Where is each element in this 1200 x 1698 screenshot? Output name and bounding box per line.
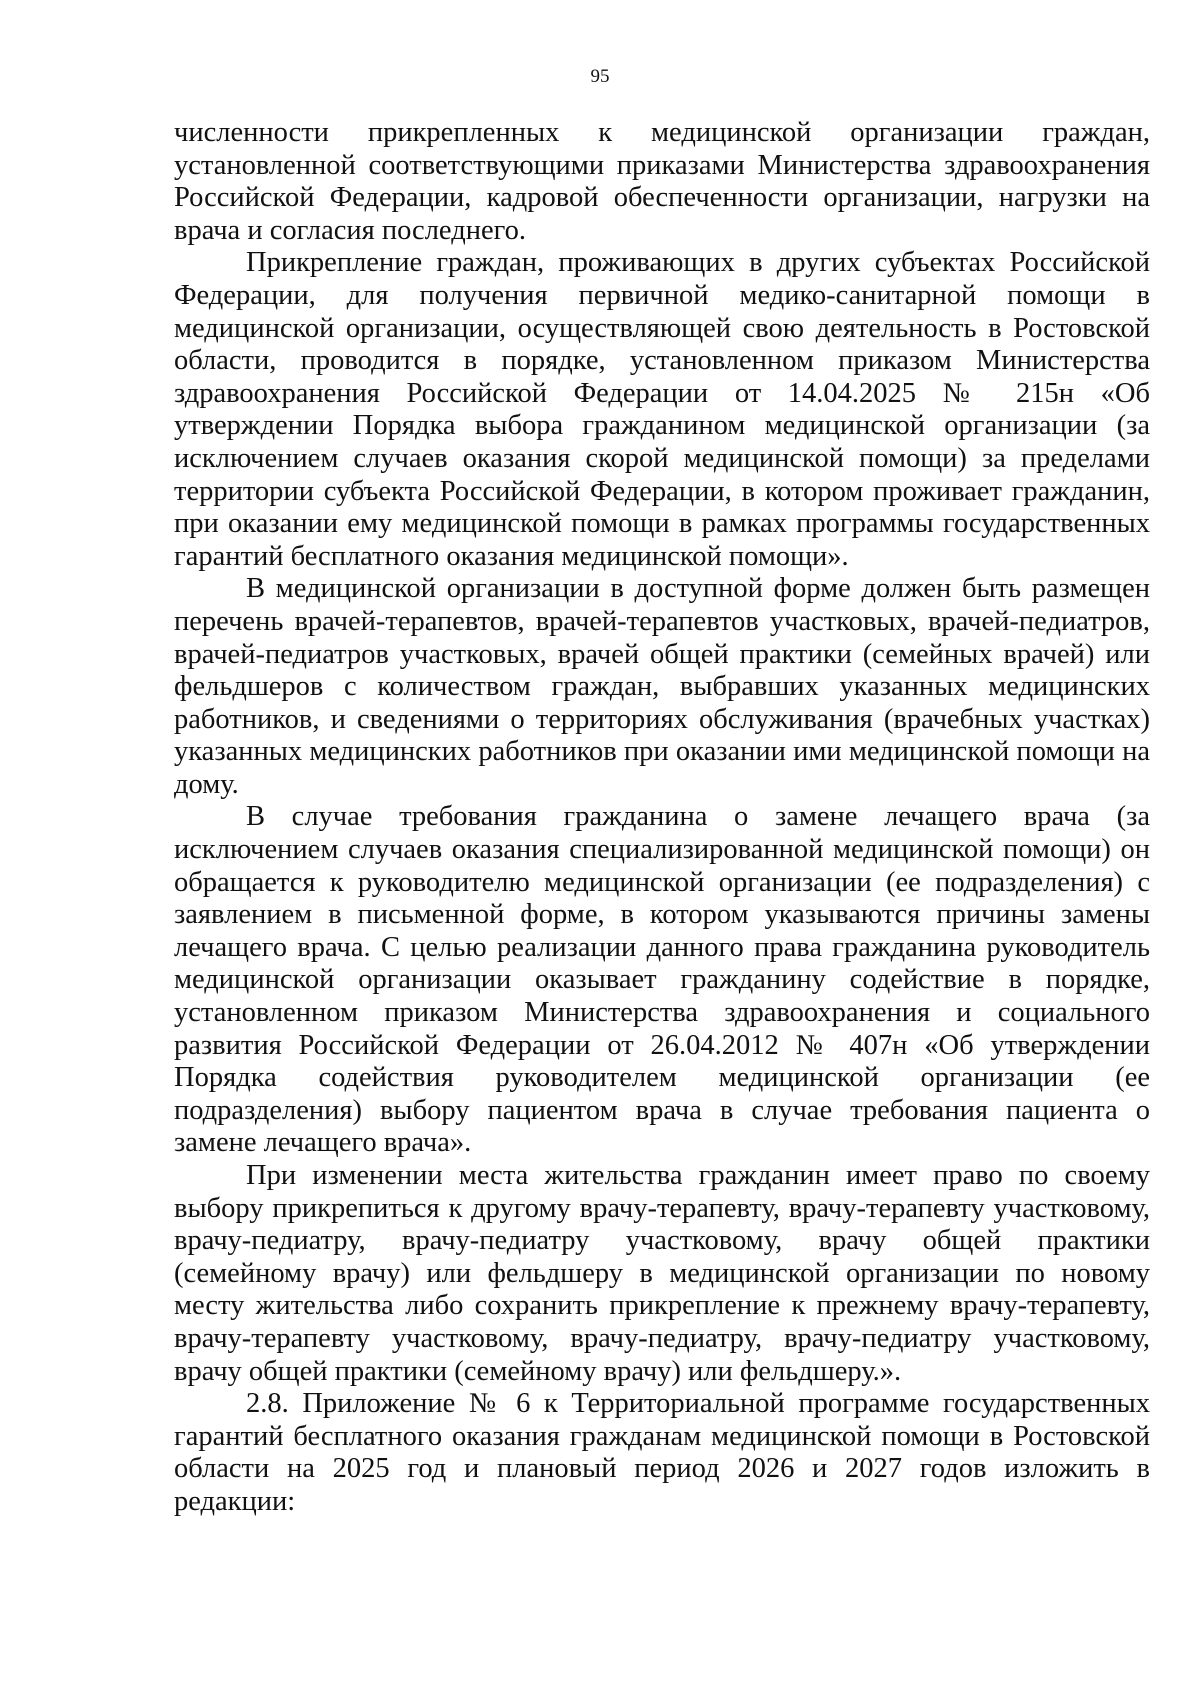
paragraph-4: В случае требования гражданина о замене лечащего врача (за исключением случаев оказания специализированной медицинской помощи) он обращается к руководителю медицинской организации (ее подразделения) с заявлением в письменной форме, в котором указываются причины замены лечащего врача. С целью реализации данного права гражданина руководитель медицинской организации оказывает гражданину содействие в порядке, установленном приказом Министерства здравоохранения и социального развития Российской Федерации от 26.04.2012 № 407н «Об утверждении Порядка содействия руководителем медицинской организации (ее подразделения) выбору пациентом врача в случае требования пациента о замене лечащего врача». (174, 801, 1150, 1159)
paragraph-6: 2.8. Приложение № 6 к Территориальной программе государственных гарантий бесплатного оказания гражданам медицинской помощи в Ростовской области на 2025 год и плановый период 2026 и 2027 годов изложить в редакции: (174, 1388, 1150, 1517)
document-body (174, 117, 1150, 1519)
page-number: 95 (590, 66, 610, 87)
paragraph-3: В медицинской организации в доступной форме должен быть размещен перечень врачей-терапевтов, врачей-терапевтов участковых, врачей-педиатров, врачей-педиатров участковых, врачей общей практики (семейных врачей) или фельдшеров с количеством граждан, выбравших указанных медицинских работников, и сведениями о территориях обслуживания (врачебных участках) указанных медицинских работников при оказании ими медицинской помощи на дому. (174, 573, 1150, 800)
paragraph-1: численности прикрепленных к медицинской организации граждан, установленной соответствующими приказами Министерства здравоохранения Российской Федерации, кадровой обеспеченности организации, нагрузки на врача и согласия последнего. (174, 117, 1150, 246)
paragraph-2: Прикрепление граждан, проживающих в других субъектах Российской Федерации, для получения первичной медико-санитарной помощи в медицинской организации, осуществляющей свою деятельность в Ростовской области, проводится в порядке, установленном приказом Министерства здравоохранения Российской Федерации от 14.04.2025 № 215н «Об утверждении Порядка выбора гражданином медицинской организации (за исключением случаев оказания скорой медицинской помощи) за пределами территории субъекта Российской Федерации, в котором проживает гражданин, при оказании ему медицинской помощи в рамках программы государственных гарантий бесплатного оказания медицинской помощи». (174, 247, 1150, 572)
paragraph-5: При изменении места жительства гражданин имеет право по своему выбору прикрепиться к другому врачу-терапевту, врачу-терапевту участковому, врачу-педиатру, врачу-педиатру участковому, врачу общей практики (семейному врачу) или фельдшеру в медицинской организации по новому месту жительства либо сохранить прикрепление к прежнему врачу-терапевту, врачу-терапевту участковому, врачу-педиатру, врачу-педиатру участковому, врачу общей практики (семейному врачу) или фельдшеру.». (174, 1160, 1150, 1387)
